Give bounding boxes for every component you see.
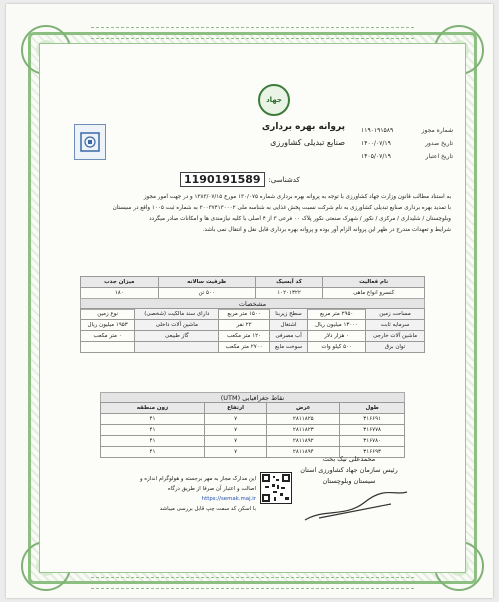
intro-line: وبلوچستان / شلیداری / مرکزی / نکور / شهرک صنعتی نکور پلاک ۰۰ فرعی ۳ از ۴ اصلی با کلیه نیازمندی ها و امکانات صادر میگردد (149, 216, 451, 222)
qr-code-icon[interactable] (260, 472, 292, 504)
table-row (81, 342, 425, 353)
specs-title: مشخصات (80, 298, 425, 310)
table-cell: ۷ (204, 414, 266, 425)
note-line: با اسکن کد سمت چپ قابل بررسی میباشد (159, 506, 256, 512)
standard-stamp-icon (74, 124, 106, 160)
table-cell: ۳۱۶۷۸۰ (340, 436, 405, 447)
intro-line: به استناد مطالب قانون وزارت جهاد کشاورزی با توجه به پروانه بهره برداری شماره ۱۳۰/۰۷۵ مورخ ۱۳۸۳/۰۷/۱۵ و در جهت امور مجوز (143, 194, 451, 200)
spec-value: ۲۲ نفر (219, 320, 269, 331)
table-cell: ۳۱۶۶۹۱ (340, 414, 405, 425)
intro-line: با تمدید بهره برداری صنایع تبدیلی کشاورزی به نام شرکت نسبت پخش غذایی به شناسه ملی ۲۰۰۳۷۴۱۳۰۰۰۲ به شماره ثبت ۱۰۰۵ واقع در سیستان (112, 205, 451, 211)
table-row (101, 414, 405, 425)
column-header: زون منطقه (101, 403, 205, 414)
document-subtitle: صنایع تبدیلی کشاورزی (270, 138, 345, 147)
spec-key: سطح زیربنا (269, 309, 308, 320)
spec-key: ماشین آلات داخلی (135, 320, 219, 331)
table-cell: کنسرو انواع ماهی (323, 288, 425, 299)
national-id-value: 1190191589 (180, 172, 265, 187)
certificate-sheet (6, 4, 493, 598)
signer-position: رئیس سازمان جهاد کشاورزی استان (300, 466, 398, 474)
table-cell: ۵۰۰ تن (158, 288, 255, 299)
spec-value: ۱۵۰۰ متر مربع (219, 309, 269, 320)
meta-row (361, 137, 453, 150)
column-header: کد آیسیک (255, 277, 323, 288)
table-row (81, 288, 425, 299)
spec-value: ۱۲۰ متر مکعب (219, 331, 269, 342)
spec-key (135, 342, 219, 353)
spec-value: ۵۰۰ کیلو وات (308, 342, 366, 353)
spec-value: ۱۳۰۰۰ میلیون ریال (308, 320, 366, 331)
table-cell: ۲۸۱۱۸۹۴ (267, 447, 340, 458)
certificate-body (39, 43, 466, 573)
spec-key: اشتغال (269, 320, 308, 331)
note-line: این مدارک مجاز به مهر برجسته و هولوگرام اندازه و (139, 476, 256, 482)
meta-label: تاریخ صدور (425, 140, 453, 147)
meta-value: ۱۴۰۵/۰۷/۱۹ (361, 153, 391, 160)
table-cell: ۴۱ (101, 414, 205, 425)
spec-value: ۰ هزار دلار (308, 331, 366, 342)
table-row (101, 425, 405, 436)
spec-value: ۲۹۵۰ متر مربع (308, 309, 366, 320)
utm-title: نقاط جغرافیایی (UTM) (100, 392, 405, 404)
national-id (180, 172, 300, 187)
table-cell: ۳۱۶۶۹۳ (340, 447, 405, 458)
verification-notes (80, 474, 256, 514)
jahad-logo (258, 84, 290, 116)
table-cell: ۴۱ (101, 425, 205, 436)
spec-value: ۲۷۰۰ متر مکعب (219, 342, 269, 353)
table-row (101, 436, 405, 447)
spec-value: نوع زمین (81, 309, 135, 320)
table-cell: ۴۱ (101, 447, 205, 458)
table-cell: ۱۰۲۰۱۳۲۲ (255, 288, 323, 299)
meta-block (361, 124, 453, 163)
table-cell: ۷ (204, 447, 266, 458)
document-title: پروانه بهره برداری (261, 122, 345, 132)
table-cell: ۷ (204, 425, 266, 436)
column-header: میزان جذب (81, 277, 159, 288)
table-cell: ۱۸۰ (81, 288, 159, 299)
spec-key: دارای سند مالکیت (شخصی) (135, 309, 219, 320)
column-header: طول (340, 403, 405, 414)
meta-row (361, 124, 453, 137)
handwritten-signature (295, 488, 415, 528)
spec-value: ۰ متر مکعب (81, 331, 135, 342)
logo-text: جهاد (266, 96, 282, 104)
table-cell: ۲۸۱۱۸۲۵ (267, 414, 340, 425)
meta-label: شماره مجوز (421, 127, 453, 134)
verification-link[interactable]: https://semak.maj.ir (201, 496, 256, 502)
column-header: نام فعالیت (323, 277, 425, 288)
spec-key: سرمایه ثابت (366, 320, 425, 331)
table-cell: ۳۱۶۷۷۸ (340, 425, 405, 436)
spec-value: ۱۹۵۳ میلیون ریال (81, 320, 135, 331)
utm-table (100, 402, 405, 458)
spec-key: توان برق (366, 342, 425, 353)
intro-paragraph (54, 192, 451, 236)
table-cell: ۲۸۱۱۸۹۲ (267, 436, 340, 447)
decorative-frame (28, 32, 477, 584)
spec-key: سوخت مایع (269, 342, 308, 353)
meta-row (361, 150, 453, 163)
border-ornament (91, 27, 414, 39)
spec-key: آب مصرفی (269, 331, 308, 342)
national-id-label: کدشناسی: (268, 175, 300, 184)
table-row (81, 309, 425, 320)
table-row (81, 320, 425, 331)
spec-key: گاز طبیعی (135, 331, 219, 342)
meta-value: ۱۱۹۰۱۹۱۵۸۹ (361, 127, 394, 134)
column-header: عرض (267, 403, 340, 414)
border-ornament (91, 577, 414, 589)
meta-value: ۱۴۰۰/۰۷/۱۹ (361, 140, 391, 147)
intro-line: شرایط و تعهدات مندرج در ظهر این پروانه الزام آور بوده و پروانه بهره برداری قابل نقل و انتقال نمی باشد. (202, 227, 451, 233)
table-cell: ۴۱ (101, 436, 205, 447)
table-row (81, 331, 425, 342)
spec-key: مساحت زمین (366, 309, 425, 320)
column-header: ارتفاع (204, 403, 266, 414)
specs-table (80, 308, 425, 353)
table-cell: ۲۸۱۱۸۲۳ (267, 425, 340, 436)
spec-value (81, 342, 135, 353)
table-header-row (81, 277, 425, 288)
signer-block (289, 454, 409, 487)
spec-key: ماشین آلات خارجی (366, 331, 425, 342)
table-header-row (101, 403, 405, 414)
meta-label: تاریخ اعتبار (425, 153, 453, 160)
column-header: ظرفیت سالانه (158, 277, 255, 288)
activity-table (80, 276, 425, 299)
signer-name: محمدعلی نیک بخت (322, 455, 376, 463)
signer-province: سیستان وبلوچستان (322, 477, 376, 485)
note-line: اصالت و اعتبار آن صرفا از طریق درگاه (167, 486, 256, 492)
table-cell: ۷ (204, 436, 266, 447)
